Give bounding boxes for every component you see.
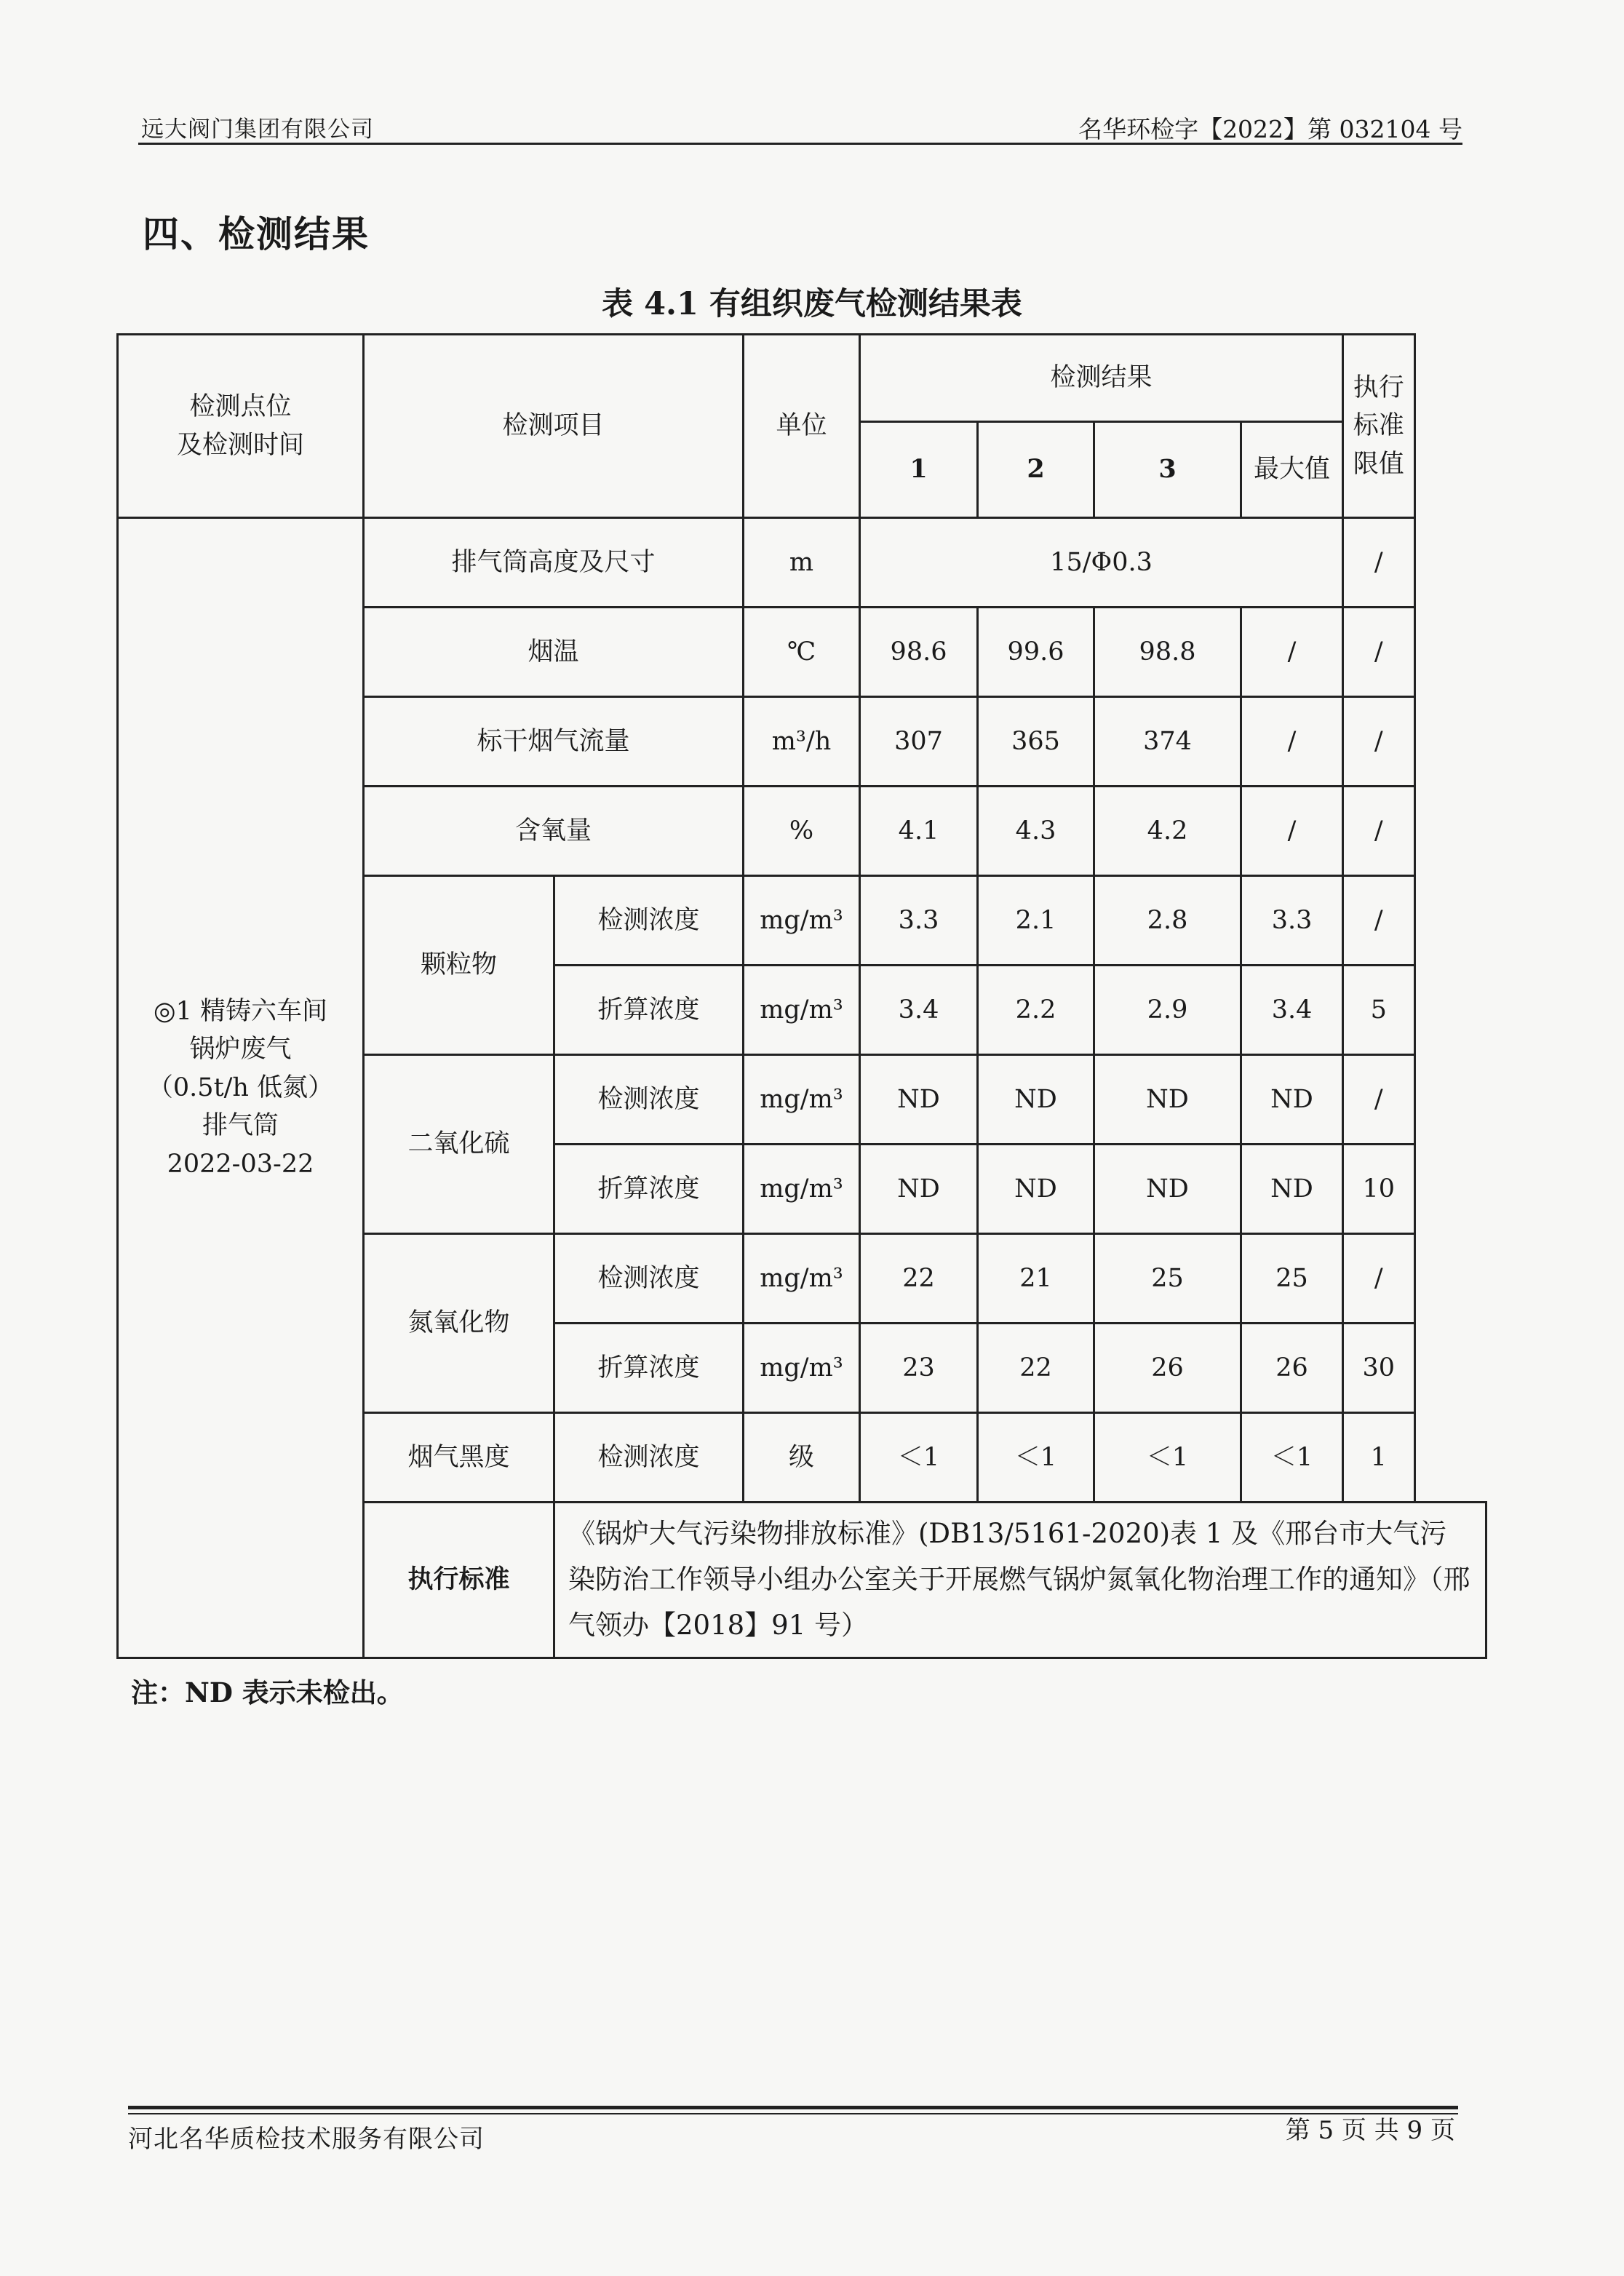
value-cell: 4.3	[978, 787, 1094, 876]
value-cell: 98.6	[860, 608, 978, 697]
header-max: 最大值	[1241, 422, 1343, 518]
item-cell: 烟温	[364, 608, 744, 697]
limit-cell: /	[1343, 697, 1414, 787]
value-cell: 22	[860, 1234, 978, 1324]
sub-item-cell: 检测浓度	[554, 876, 744, 966]
value-cell: 21	[978, 1234, 1094, 1324]
group-name: 氮氧化物	[364, 1234, 554, 1413]
value-cell: 22	[978, 1324, 1094, 1413]
value-cell: ND	[1094, 1145, 1241, 1234]
sub-item-cell: 折算浓度	[554, 1145, 744, 1234]
limit-cell: /	[1343, 1055, 1414, 1145]
max-cell: 3.3	[1241, 876, 1343, 966]
stack-value: 15/Φ0.3	[860, 518, 1343, 608]
unit-cell: m	[744, 518, 860, 608]
unit-cell: m³/h	[744, 697, 860, 787]
sub-item-cell: 检测浓度	[554, 1234, 744, 1324]
value-cell: ND	[860, 1145, 978, 1234]
value-cell: ND	[1094, 1055, 1241, 1145]
limit-cell: /	[1343, 518, 1414, 608]
value-cell: 4.2	[1094, 787, 1241, 876]
limit-cell: /	[1343, 876, 1414, 966]
unit-cell: mg/m³	[744, 1234, 860, 1324]
footer-organization: 河北名华质检技术服务有限公司	[128, 2125, 485, 2154]
value-cell: 3.3	[860, 876, 978, 966]
value-cell: 26	[1094, 1324, 1241, 1413]
limit-cell: /	[1343, 787, 1414, 876]
value-cell: 23	[860, 1324, 978, 1413]
value-cell: ND	[978, 1145, 1094, 1234]
unit-cell: 级	[744, 1413, 860, 1503]
results-table	[116, 333, 1487, 1659]
header-location: 检测点位 及检测时间	[118, 335, 364, 518]
limit-cell: /	[1343, 608, 1414, 697]
footer-divider-thin	[128, 2113, 1458, 2114]
item-cell: 排气筒高度及尺寸	[364, 518, 744, 608]
limit-cell: 30	[1343, 1324, 1414, 1413]
standard-text: 《锅炉大气污染物排放标准》(DB13/5161-2020)表 1 及《邢台市大气污染防治工作领导小组办公室关于开展燃气锅炉氮氧化物治理工作的通知》（邢气领办【2018】91 号）	[554, 1503, 1486, 1658]
footer-page-number: 第 5 页 共 9 页	[1285, 2116, 1455, 2145]
max-cell: 25	[1241, 1234, 1343, 1324]
unit-cell: mg/m³	[744, 1055, 860, 1145]
unit-cell: %	[744, 787, 860, 876]
value-cell: ＜1	[1094, 1413, 1241, 1503]
location-cell: ◎1 精铸六车间 锅炉废气 （0.5t/h 低氮） 排气筒 2022-03-22	[118, 518, 364, 1658]
unit-cell: mg/m³	[744, 1145, 860, 1234]
unit-cell: mg/m³	[744, 966, 860, 1055]
max-cell: 26	[1241, 1324, 1343, 1413]
group-name: 二氧化硫	[364, 1055, 554, 1234]
item-cell: 标干烟气流量	[364, 697, 744, 787]
header-result-2: 2	[978, 422, 1094, 518]
sub-item-cell: 检测浓度	[554, 1413, 744, 1503]
header-report-number: 名华环检字【2022】第 032104 号	[1078, 115, 1462, 143]
table-row	[118, 518, 1486, 608]
header-result-1: 1	[860, 422, 978, 518]
max-cell: ND	[1241, 1145, 1343, 1234]
header-company: 远大阀门集团有限公司	[141, 116, 374, 143]
max-cell: /	[1241, 608, 1343, 697]
max-cell: /	[1241, 697, 1343, 787]
header-unit: 单位	[744, 335, 860, 518]
value-cell: 4.1	[860, 787, 978, 876]
page-header	[138, 106, 1462, 145]
unit-cell: mg/m³	[744, 1324, 860, 1413]
max-cell: ND	[1241, 1055, 1343, 1145]
group-name: 烟气黑度	[364, 1413, 554, 1503]
unit-cell: ℃	[744, 608, 860, 697]
header-result-3: 3	[1094, 422, 1241, 518]
limit-cell: /	[1343, 1234, 1414, 1324]
value-cell: 307	[860, 697, 978, 787]
sub-item-cell: 折算浓度	[554, 1324, 744, 1413]
item-cell: 含氧量	[364, 787, 744, 876]
value-cell: 2.8	[1094, 876, 1241, 966]
header-results: 检测结果	[860, 335, 1343, 422]
value-cell: 365	[978, 697, 1094, 787]
value-cell: 2.9	[1094, 966, 1241, 1055]
limit-cell: 1	[1343, 1413, 1414, 1503]
table-title: 表 4.1 有组织废气检测结果表	[602, 286, 1022, 322]
limit-cell: 5	[1343, 966, 1414, 1055]
standard-label: 执行标准	[364, 1503, 554, 1658]
limit-cell: 10	[1343, 1145, 1414, 1234]
table-note: 注：ND 表示未检出。	[131, 1676, 404, 1708]
header-limit: 执行 标准 限值	[1343, 335, 1414, 518]
value-cell: ＜1	[978, 1413, 1094, 1503]
value-cell: 98.8	[1094, 608, 1241, 697]
value-cell: ＜1	[860, 1413, 978, 1503]
value-cell: 2.2	[978, 966, 1094, 1055]
value-cell: 3.4	[860, 966, 978, 1055]
section-title: 四、检测结果	[143, 212, 370, 255]
value-cell: 99.6	[978, 608, 1094, 697]
value-cell: 2.1	[978, 876, 1094, 966]
max-cell: ＜1	[1241, 1413, 1343, 1503]
max-cell: /	[1241, 787, 1343, 876]
value-cell: ND	[860, 1055, 978, 1145]
unit-cell: mg/m³	[744, 876, 860, 966]
value-cell: 25	[1094, 1234, 1241, 1324]
sub-item-cell: 检测浓度	[554, 1055, 744, 1145]
sub-item-cell: 折算浓度	[554, 966, 744, 1055]
header-item: 检测项目	[364, 335, 744, 518]
value-cell: 374	[1094, 697, 1241, 787]
footer-divider	[128, 2106, 1458, 2109]
value-cell: ND	[978, 1055, 1094, 1145]
group-name: 颗粒物	[364, 876, 554, 1055]
max-cell: 3.4	[1241, 966, 1343, 1055]
